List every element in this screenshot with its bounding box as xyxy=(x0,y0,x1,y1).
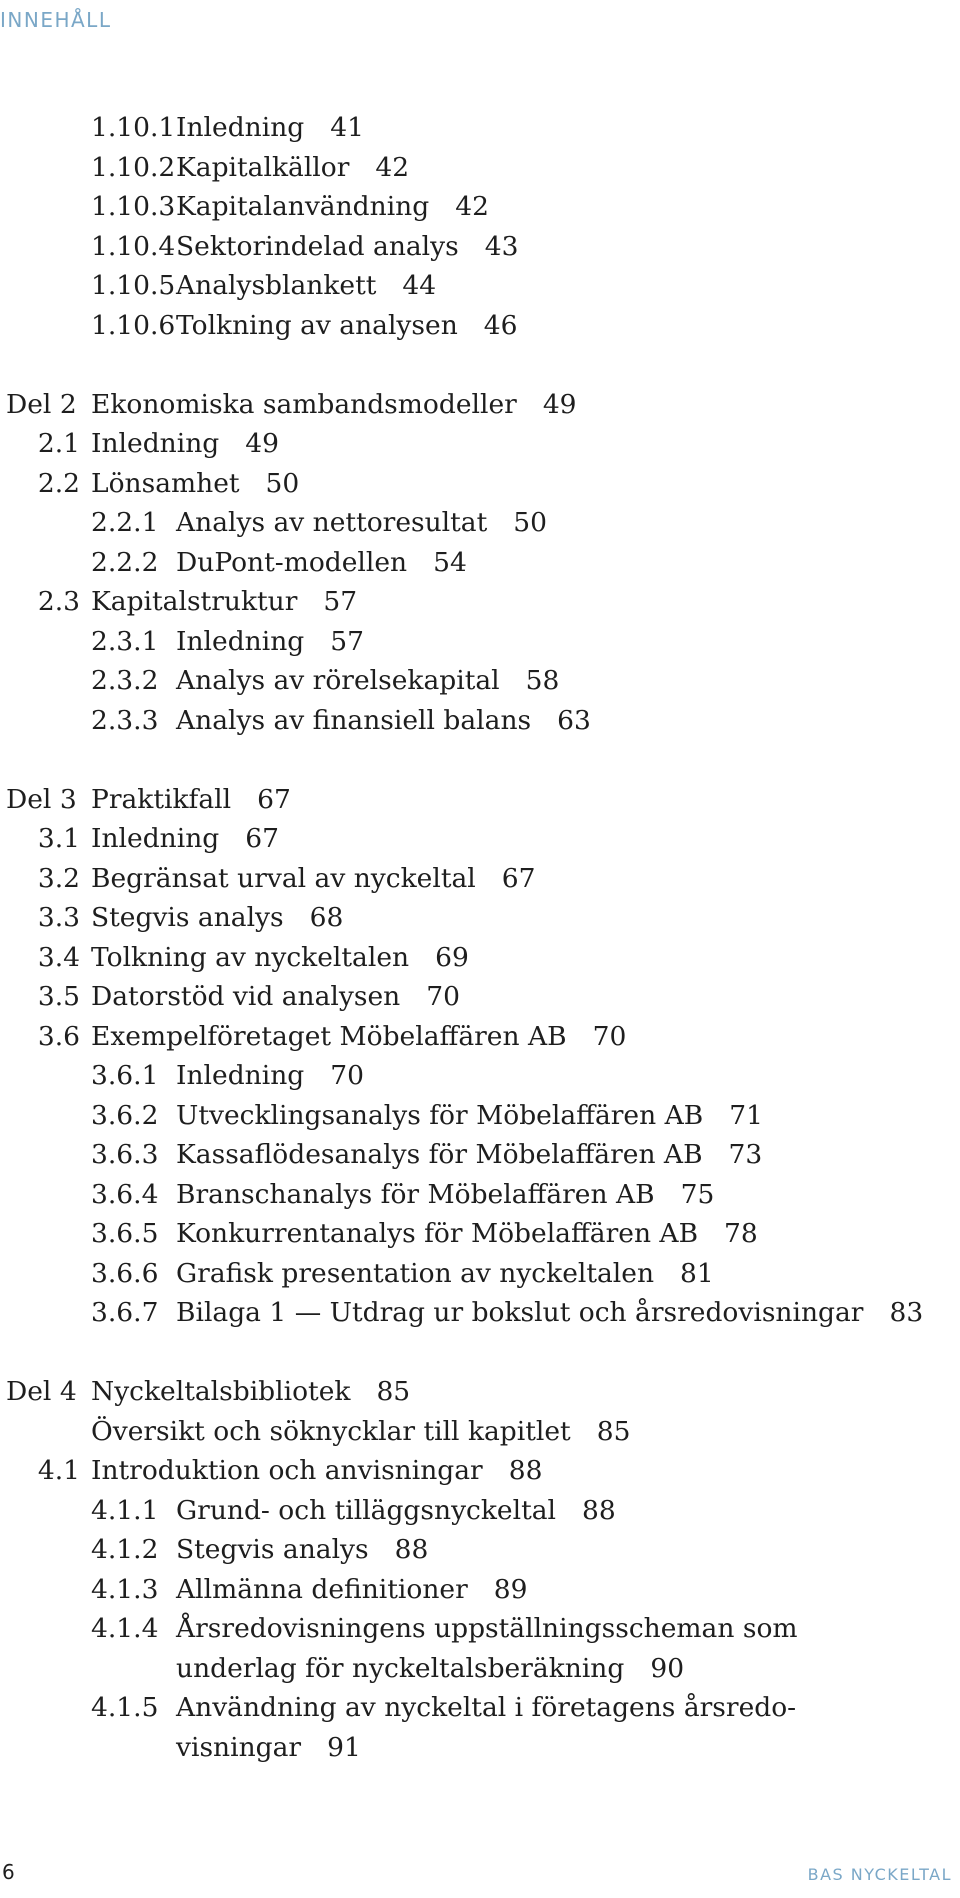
toc-entry xyxy=(0,701,940,741)
toc-entry-title: Kassaflödesanalys för Möbelaffären AB xyxy=(176,1139,703,1170)
toc-entry-text xyxy=(176,701,591,741)
toc-entry-title: Sektorindelad analys xyxy=(176,230,459,262)
toc-entry-text xyxy=(91,582,357,622)
toc-entry-number: 1.10.3 xyxy=(91,191,176,222)
toc-entry-page: 50 xyxy=(265,467,300,499)
toc-entry-text xyxy=(176,187,489,227)
toc-entry-number: 3.6.5 xyxy=(91,1218,159,1249)
toc-entry-number: 3.2 xyxy=(37,862,80,894)
toc-entry-text xyxy=(91,1372,410,1412)
toc-entry xyxy=(0,819,940,859)
toc-entry xyxy=(0,859,940,899)
page-number: 6 xyxy=(2,1860,15,1884)
toc-entry-page: 42 xyxy=(375,151,410,183)
toc-entry-number: 2.2.2 xyxy=(91,546,159,578)
toc-entry-number: 4.1 xyxy=(37,1455,80,1486)
toc-entry xyxy=(0,1451,940,1491)
toc-entry-title: Inledning xyxy=(91,823,220,854)
toc-entry-page: 89 xyxy=(493,1573,528,1605)
toc-entry-number: 2.3 xyxy=(37,586,80,617)
toc-entry-text xyxy=(176,1293,923,1333)
toc-entry-text xyxy=(176,1214,758,1254)
toc-entry-text xyxy=(176,148,409,188)
toc-entry-page: 43 xyxy=(484,230,519,262)
toc-entry-page: 85 xyxy=(596,1415,631,1447)
toc-entry xyxy=(0,661,940,701)
toc-entry-text xyxy=(176,543,467,583)
toc-entry xyxy=(0,1609,940,1649)
toc-entry-title: Exempelföretaget Möbelaffären AB xyxy=(91,1020,567,1052)
toc-entry-page: 54 xyxy=(433,546,467,578)
toc-entry-title: Grafisk presentation av nyckeltalen xyxy=(176,1257,655,1289)
book-title: BAS NYCKELTAL xyxy=(807,1865,952,1884)
toc-entry xyxy=(0,187,940,227)
toc-entry-text xyxy=(176,661,559,701)
toc-entry-title: Översikt och söknycklar till kapitlet xyxy=(91,1415,571,1447)
toc-entry xyxy=(0,1096,940,1136)
toc-entry-title: Inledning xyxy=(176,1060,305,1091)
toc-entry-title: Tolkning av nyckeltalen xyxy=(91,941,410,973)
toc-entry-title: Stegvis analys xyxy=(91,902,284,933)
toc-entry-title: Grund- och tilläggsnyckeltal xyxy=(176,1494,557,1526)
toc-entry-text xyxy=(176,1254,714,1294)
toc-entry-title: Kapitalanvändning xyxy=(176,191,430,222)
toc-entry xyxy=(0,1293,940,1333)
toc-entry-text xyxy=(91,424,279,464)
toc-entry xyxy=(0,227,940,267)
toc-entry-title: Begränsat urval av nyckeltal xyxy=(91,862,476,894)
toc-entry-number: 3.1 xyxy=(37,823,80,854)
toc-entry-number: 2.3.1 xyxy=(91,625,159,657)
toc-entry-title: visningar xyxy=(176,1731,302,1763)
toc-entry-number: 1.10.5 xyxy=(91,270,176,301)
toc-entry-number: 3.5 xyxy=(37,981,80,1012)
toc-entry-number: 2.2.1 xyxy=(91,507,159,538)
toc-entry-text xyxy=(91,1451,542,1491)
toc-entry-number: 4.1.4 xyxy=(91,1613,159,1644)
toc-entry-text xyxy=(91,1412,630,1452)
table-of-contents xyxy=(0,108,940,1767)
toc-entry-page: 85 xyxy=(376,1376,411,1407)
toc-entry-text xyxy=(176,266,436,306)
toc-entry-title: Analysblankett xyxy=(176,270,377,301)
toc-entry-page: 75 xyxy=(680,1178,715,1210)
toc-entry-page: 50 xyxy=(513,507,547,538)
toc-entry xyxy=(0,108,940,148)
toc-entry-number: 3.6.1 xyxy=(91,1060,159,1091)
toc-entry-page: 71 xyxy=(729,1099,763,1131)
toc-entry-number: Del 3 xyxy=(6,783,77,815)
toc-entry xyxy=(0,582,940,622)
toc-entry xyxy=(0,1688,940,1728)
toc-entry xyxy=(0,977,940,1017)
running-head: INNEHÅLL xyxy=(0,8,112,32)
toc-entry-text xyxy=(176,1530,428,1570)
toc-entry-number: 1.10.4 xyxy=(91,230,176,262)
toc-entry-page: 70 xyxy=(426,981,460,1012)
toc-entry xyxy=(0,1649,940,1689)
toc-entry xyxy=(0,1254,940,1294)
toc-entry-text xyxy=(176,108,364,148)
toc-entry-number: 2.1 xyxy=(37,428,80,459)
toc-entry-page: 88 xyxy=(394,1534,429,1565)
toc-entry-title: Branschanalys för Möbelaffären AB xyxy=(176,1178,655,1210)
toc-entry-text xyxy=(91,819,279,859)
toc-entry-text xyxy=(176,1175,714,1215)
toc-entry xyxy=(0,898,940,938)
toc-entry-text xyxy=(176,622,364,662)
toc-entry-text xyxy=(176,1096,763,1136)
toc-entry-page: 90 xyxy=(650,1652,685,1684)
toc-entry xyxy=(0,1017,940,1057)
toc-entry-title: Stegvis analys xyxy=(176,1534,369,1565)
toc-entry xyxy=(0,622,940,662)
toc-entry-number: Del 2 xyxy=(6,388,77,420)
toc-entry-page: 67 xyxy=(245,823,279,854)
toc-entry xyxy=(0,780,940,820)
toc-entry-number: 4.1.2 xyxy=(91,1534,159,1565)
toc-entry-number: Del 4 xyxy=(6,1376,77,1407)
toc-entry xyxy=(0,306,940,346)
toc-entry-number: 3.6.4 xyxy=(91,1178,159,1210)
toc-entry-text xyxy=(176,1491,616,1531)
toc-entry-text xyxy=(176,1135,762,1175)
toc-entry-title: Användning av nyckeltal i företagens årsredo- xyxy=(176,1692,797,1723)
toc-entry-number: 3.6.3 xyxy=(91,1139,159,1170)
toc-entry-text xyxy=(91,859,535,899)
toc-entry-number: 2.2 xyxy=(37,467,80,499)
toc-entry-page: 88 xyxy=(582,1494,616,1526)
toc-entry-page: 73 xyxy=(728,1139,763,1170)
toc-entry-page: 69 xyxy=(435,941,469,973)
toc-entry-page: 49 xyxy=(245,428,279,459)
toc-entry-title: Analys av rörelsekapital xyxy=(176,665,500,696)
toc-entry-text xyxy=(176,503,547,543)
toc-entry-text xyxy=(176,306,518,346)
toc-entry xyxy=(0,543,940,583)
toc-entry-text xyxy=(91,385,577,425)
toc-entry-number: 1.10.1 xyxy=(91,112,176,143)
toc-entry xyxy=(0,1214,940,1254)
toc-entry xyxy=(0,1491,940,1531)
toc-entry-number: 4.1.1 xyxy=(91,1494,159,1526)
toc-entry xyxy=(0,424,940,464)
toc-entry-title: Tolkning av analysen xyxy=(176,309,458,341)
toc-entry-title: underlag för nyckeltalsberäkning xyxy=(176,1652,625,1684)
toc-entry-page: 42 xyxy=(455,191,489,222)
toc-entry-page: 68 xyxy=(309,902,344,933)
toc-entry-number: 3.3 xyxy=(37,902,80,933)
toc-entry xyxy=(0,148,940,188)
toc-entry xyxy=(0,464,940,504)
toc-entry-text xyxy=(176,1609,798,1649)
toc-entry-text xyxy=(91,464,299,504)
toc-entry-title: Lönsamhet xyxy=(91,467,240,499)
toc-entry-text xyxy=(91,1017,626,1057)
toc-entry-page: 57 xyxy=(330,625,364,657)
toc-entry-title: Datorstöd vid analysen xyxy=(91,981,401,1012)
toc-entry-number: 3.6.2 xyxy=(91,1099,159,1131)
toc-entry-title: Allmänna definitioner xyxy=(176,1573,468,1605)
toc-entry-title: Introduktion och anvisningar xyxy=(91,1455,483,1486)
toc-entry-page: 83 xyxy=(889,1297,924,1328)
toc-entry-page: 81 xyxy=(680,1257,714,1289)
toc-entry-title: Utvecklingsanalys för Möbelaffären AB xyxy=(176,1099,704,1131)
toc-entry-number: 1.10.6 xyxy=(91,309,176,341)
toc-entry-title: Inledning xyxy=(91,428,220,459)
toc-entry-number: 2.3.3 xyxy=(91,704,159,736)
toc-entry xyxy=(0,1412,940,1452)
toc-entry-page: 67 xyxy=(501,862,536,894)
toc-entry-number: 3.6 xyxy=(37,1020,80,1052)
toc-entry-number: 3.4 xyxy=(37,941,80,973)
toc-entry-text xyxy=(176,1688,796,1728)
toc-entry-page: 44 xyxy=(402,270,437,301)
toc-entry-page: 78 xyxy=(724,1218,758,1249)
toc-entry xyxy=(0,503,940,543)
toc-entry-text xyxy=(91,938,469,978)
toc-entry-text xyxy=(91,977,460,1017)
toc-entry xyxy=(0,1056,940,1096)
toc-entry-page: 49 xyxy=(542,388,577,420)
toc-entry xyxy=(0,1175,940,1215)
toc-entry-page: 58 xyxy=(525,665,560,696)
toc-entry xyxy=(0,1135,940,1175)
toc-entry-title: Nyckeltalsbibliotek xyxy=(91,1376,351,1407)
toc-entry-title: Ekonomiska sambandsmodeller xyxy=(91,388,517,420)
toc-entry-title: Bilaga 1 — Utdrag ur bokslut och årsredovisningar xyxy=(176,1297,864,1328)
toc-entry-text xyxy=(176,1728,361,1768)
toc-entry xyxy=(0,1570,940,1610)
toc-entry-title: Praktikfall xyxy=(91,783,232,815)
toc-entry-page: 91 xyxy=(327,1731,361,1763)
toc-entry-number: 1.10.2 xyxy=(91,151,176,183)
toc-entry-title: Analys av nettoresultat xyxy=(176,507,488,538)
toc-entry-number: 4.1.3 xyxy=(91,1573,159,1605)
toc-entry xyxy=(0,266,940,306)
toc-entry-text xyxy=(176,1570,527,1610)
toc-entry-page: 46 xyxy=(483,309,518,341)
toc-entry xyxy=(0,1372,940,1412)
toc-entry-text xyxy=(176,1649,684,1689)
toc-entry-number: 3.6.7 xyxy=(91,1297,159,1328)
toc-entry-page: 88 xyxy=(508,1455,543,1486)
toc-entry-text xyxy=(176,227,518,267)
toc-entry-text xyxy=(91,898,343,938)
toc-entry-title: Analys av finansiell balans xyxy=(176,704,532,736)
toc-entry-page: 70 xyxy=(330,1060,364,1091)
toc-entry xyxy=(0,1728,940,1768)
toc-entry-title: Inledning xyxy=(176,625,305,657)
toc-entry-number: 2.3.2 xyxy=(91,665,159,696)
toc-entry xyxy=(0,1530,940,1570)
toc-entry xyxy=(0,938,940,978)
toc-entry-page: 70 xyxy=(592,1020,627,1052)
toc-entry-title: Inledning xyxy=(176,112,305,143)
toc-entry xyxy=(0,385,940,425)
toc-entry-text xyxy=(91,780,291,820)
toc-entry-text xyxy=(176,1056,364,1096)
toc-entry-number: 4.1.5 xyxy=(91,1692,159,1723)
toc-entry-number: 3.6.6 xyxy=(91,1257,159,1289)
toc-entry-title: Konkurrentanalys för Möbelaffären AB xyxy=(176,1218,699,1249)
toc-entry-page: 67 xyxy=(257,783,291,815)
toc-entry-page: 41 xyxy=(330,112,364,143)
toc-entry-title: Årsredovisningens uppställningsscheman som xyxy=(176,1613,798,1644)
toc-entry-title: Kapitalstruktur xyxy=(91,586,298,617)
toc-entry-page: 63 xyxy=(557,704,591,736)
toc-entry-title: Kapitalkällor xyxy=(176,151,350,183)
toc-entry-title: DuPont-modellen xyxy=(176,546,408,578)
toc-entry-page: 57 xyxy=(323,586,358,617)
